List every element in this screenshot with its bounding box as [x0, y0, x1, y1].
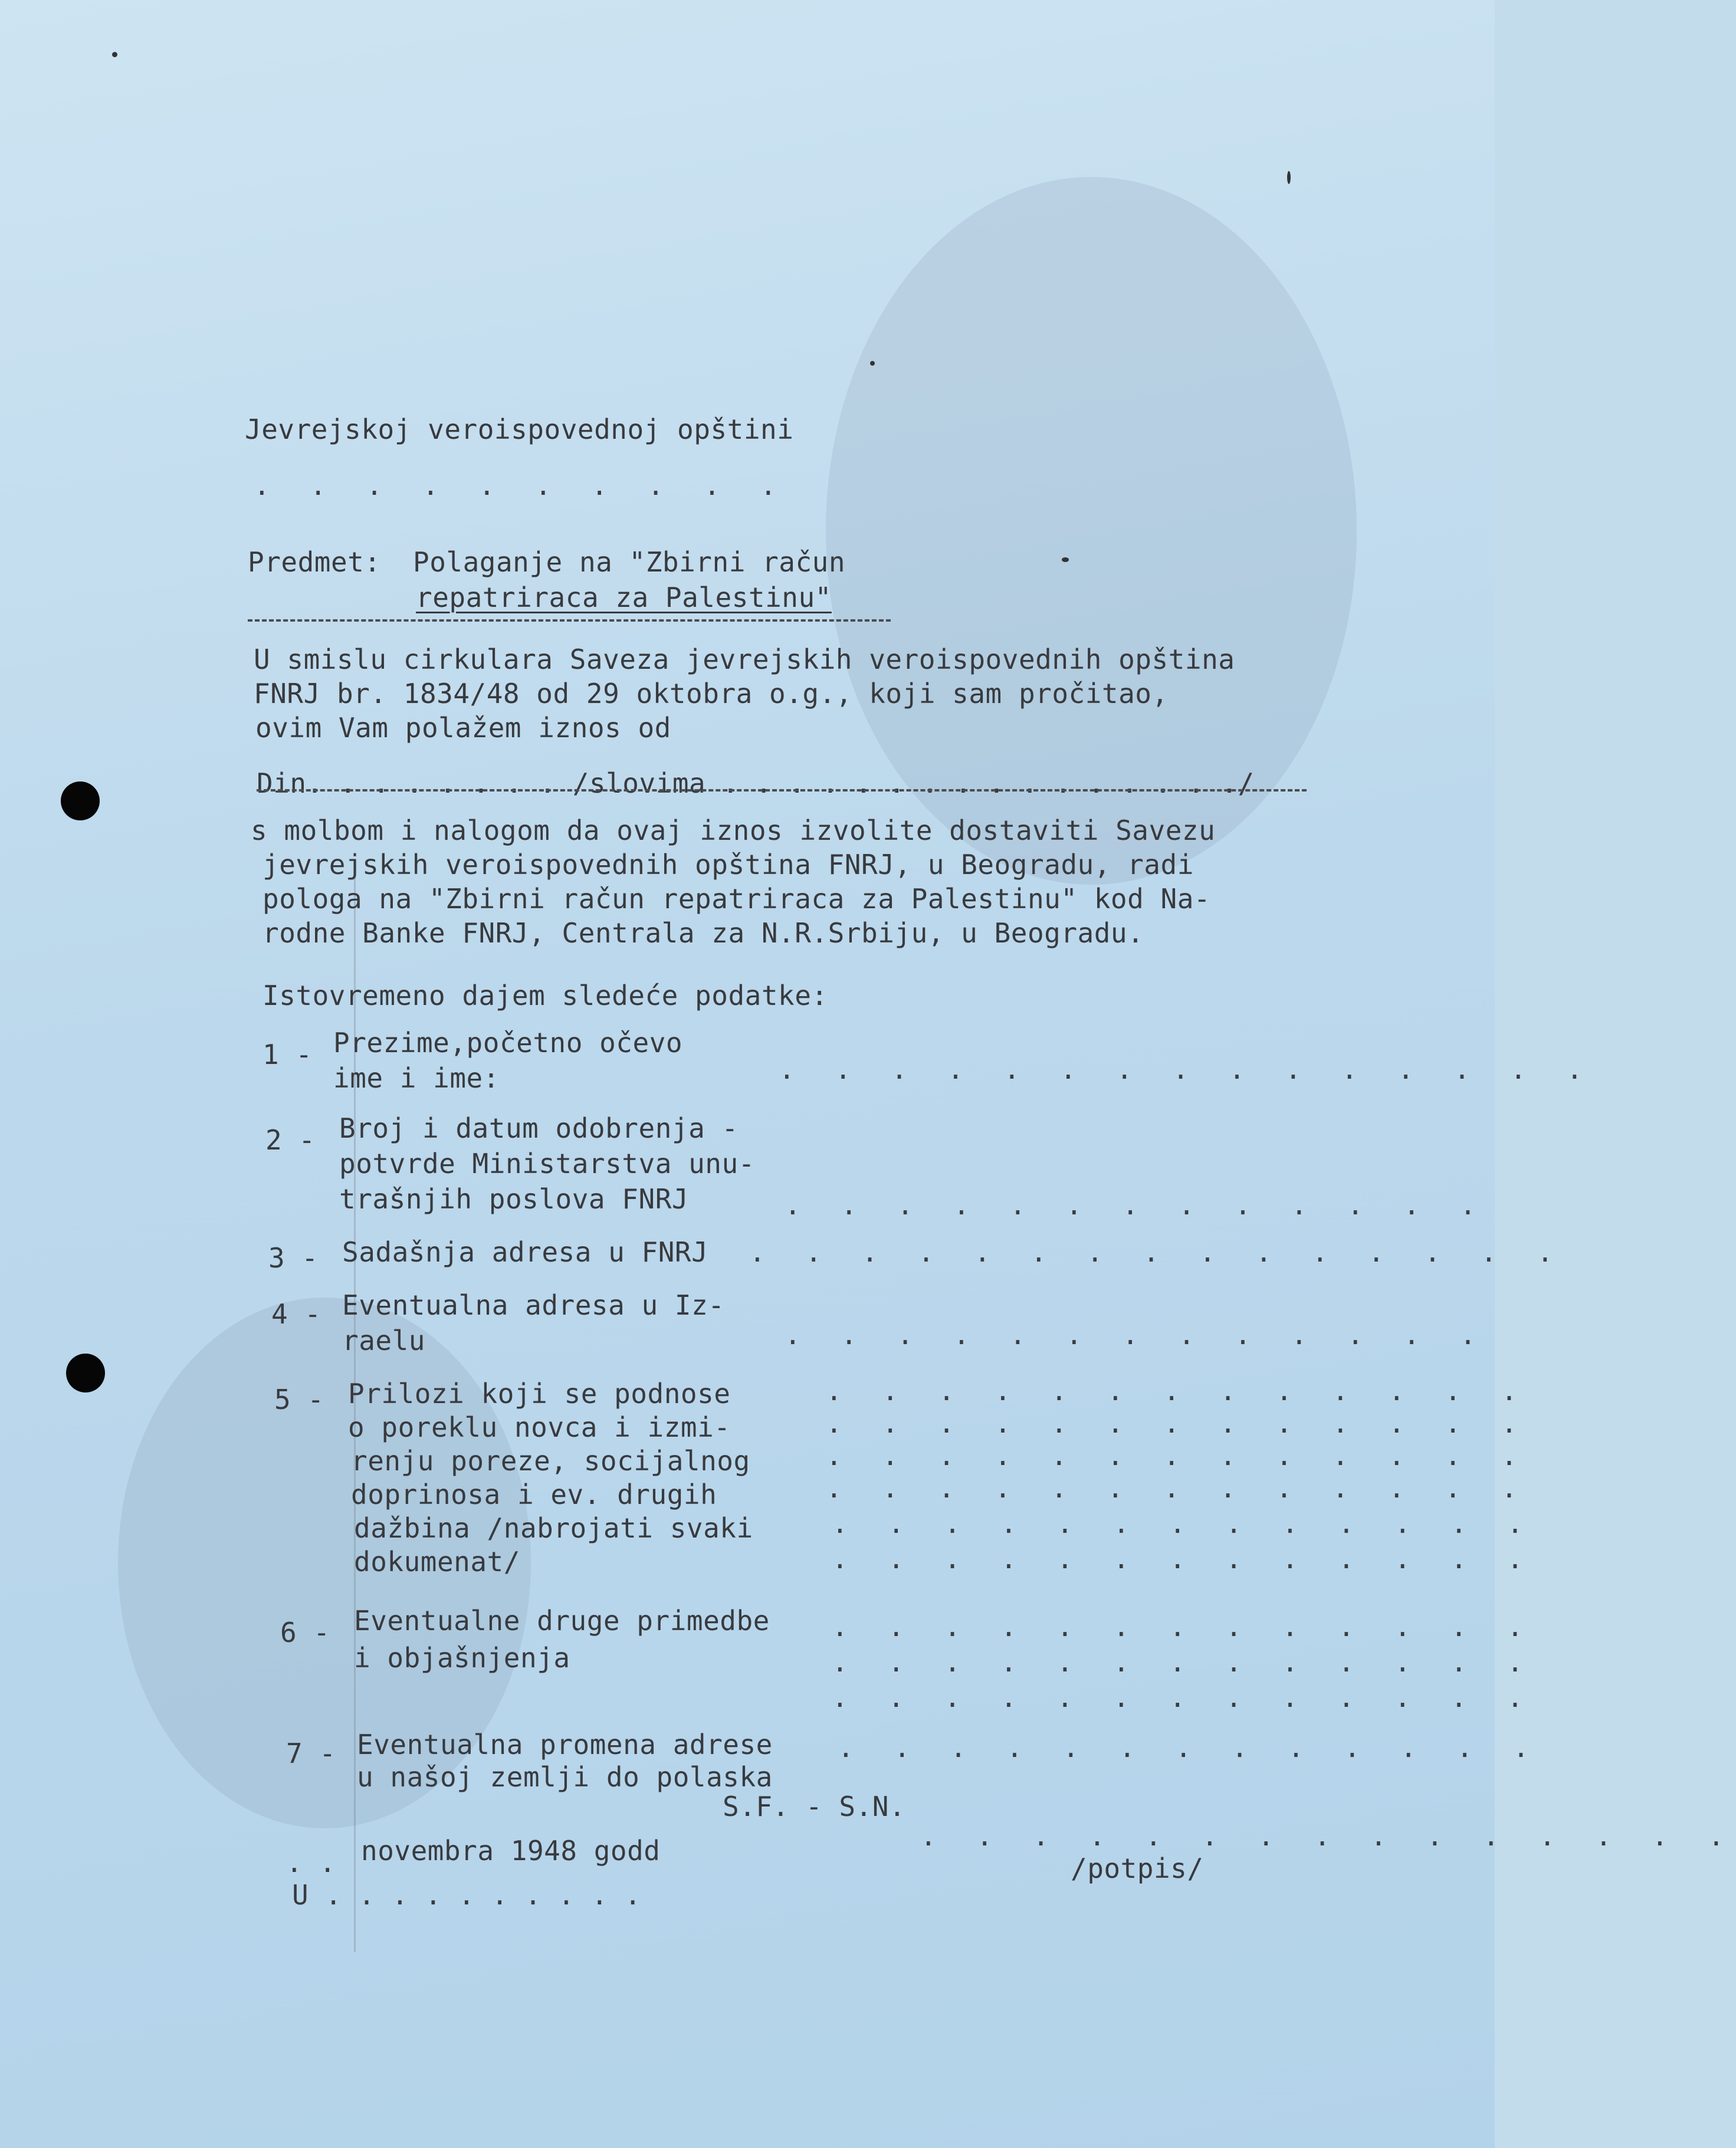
item-text: ime i ime:: [333, 1062, 500, 1094]
dot-leader: . . . . . . . . . . . . . . .: [920, 1820, 1736, 1852]
signature-label: /potpis/: [1071, 1853, 1204, 1884]
amount-line: Din. . . . . . . . /slovima . . . . . . . . . . . . . . . ./: [257, 767, 1255, 799]
item-text: u našoj zemlji do polaska: [357, 1761, 773, 1793]
dot-leader: . . . . . . . . . . . . .: [838, 1732, 1541, 1763]
place-line: U . . . . . . . . . .: [292, 1879, 642, 1911]
punch-hole: [66, 1354, 105, 1392]
body-line-2: jevrejskih veroispovednih opština FNRJ, u Beogradu, radi: [262, 849, 1194, 881]
addressee: Jevrejskoj veroispovednoj opštini: [245, 413, 794, 445]
item-number: 5 -: [274, 1384, 324, 1415]
item-text: Broj i datum odobrenja -: [339, 1112, 739, 1144]
item-number: 1 -: [262, 1039, 313, 1070]
intro-line-1: U smislu cirkulara Saveza jevrejskih veroispovednih opština: [254, 643, 1235, 675]
date-prefix: . .: [286, 1847, 336, 1878]
dot-leader: . . . . . . . . . . . . .: [832, 1681, 1535, 1713]
item-text: Sadašnja adresa u FNRJ: [342, 1236, 708, 1268]
item-text: renju poreze, socijalnog: [351, 1445, 750, 1477]
subject-line-1: Polaganje na "Zbirni račun: [413, 546, 846, 578]
body-line-1: s molbom i nalogom da ovaj iznos izvolite dostaviti Savezu: [251, 814, 1216, 846]
item-text: potvrde Ministarstva unu-: [339, 1148, 755, 1180]
item-text: Eventualne druge primedbe: [354, 1605, 770, 1637]
dot-leader: . . . . . . . . . . . . .: [826, 1375, 1530, 1407]
dot-leader: . . . . . . . . . . . . . . .: [749, 1236, 1566, 1268]
subject-rule: [248, 619, 891, 622]
item-number: 3 -: [268, 1242, 319, 1274]
paper-speck: [1062, 557, 1069, 562]
data-intro: Istovremeno dajem sledeće podatke:: [262, 980, 828, 1011]
body-line-3: pologa na "Zbirni račun repatriraca za Palestinu" kod Na-: [262, 883, 1211, 915]
paper-speck: [112, 52, 117, 57]
item-text: Eventualna promena adrese: [357, 1729, 773, 1761]
initials: S.F. - S.N.: [723, 1791, 906, 1822]
dot-leader: . . . . . . . . . . . . .: [826, 1472, 1530, 1504]
dot-leader: . . . . . . . . . . . . .: [832, 1611, 1535, 1643]
dot-leader: . . . . . . . . . . . . . . .: [779, 1053, 1595, 1085]
item-number: 6 -: [280, 1617, 330, 1648]
item-text: dažbina /nabrojati svaki: [354, 1512, 753, 1544]
intro-line-3: ovim Vam polažem iznos od: [255, 712, 671, 744]
dot-leader: . . . . . . . . . . . . .: [832, 1543, 1535, 1575]
body-line-4: rodne Banke FNRJ, Centrala za N.R.Srbiju, u Beogradu.: [262, 917, 1144, 949]
item-number: 4 -: [271, 1298, 321, 1330]
paper-speck: [870, 361, 875, 366]
item-text: i objašnjenja: [354, 1642, 570, 1674]
dot-leader: . . . . . . . . . . . . .: [826, 1440, 1530, 1472]
paper-speck: [1287, 171, 1291, 184]
item-text: Prezime,početno očevo: [333, 1027, 683, 1059]
subject-label: Predmet:: [248, 546, 381, 578]
item-number: 7 -: [286, 1738, 336, 1769]
item-text: trašnjih poslova FNRJ: [339, 1183, 689, 1215]
item-text: Eventualna adresa u Iz-: [342, 1289, 725, 1321]
punch-hole: [61, 781, 100, 820]
intro-line-2: FNRJ br. 1834/48 od 29 oktobra o.g., koji sam pročitao,: [254, 678, 1169, 710]
dot-leader: . . . . . . . . . . . . .: [832, 1507, 1535, 1539]
dot-leader: . . . . . . . . . . . . .: [785, 1189, 1488, 1221]
address-dots: . . . . . . . . . .: [254, 469, 789, 501]
dot-leader: . . . . . . . . . . . . .: [826, 1407, 1530, 1439]
item-text: doprinosa i ev. drugih: [351, 1479, 717, 1510]
date-line: novembra 1948 godd: [361, 1835, 661, 1867]
item-text: dokumenat/: [354, 1546, 520, 1578]
item-text: Prilozi koji se podnose: [348, 1378, 731, 1410]
item-text: o poreklu novca i izmi-: [348, 1411, 731, 1443]
subject-line-2: repatriraca za Palestinu": [416, 582, 832, 613]
item-number: 2 -: [265, 1124, 316, 1156]
amount-rule: [257, 789, 1307, 791]
dot-leader: . . . . . . . . . . . . .: [832, 1646, 1535, 1678]
dot-leader: . . . . . . . . . . . . .: [785, 1319, 1488, 1351]
item-text: raelu: [342, 1325, 425, 1357]
